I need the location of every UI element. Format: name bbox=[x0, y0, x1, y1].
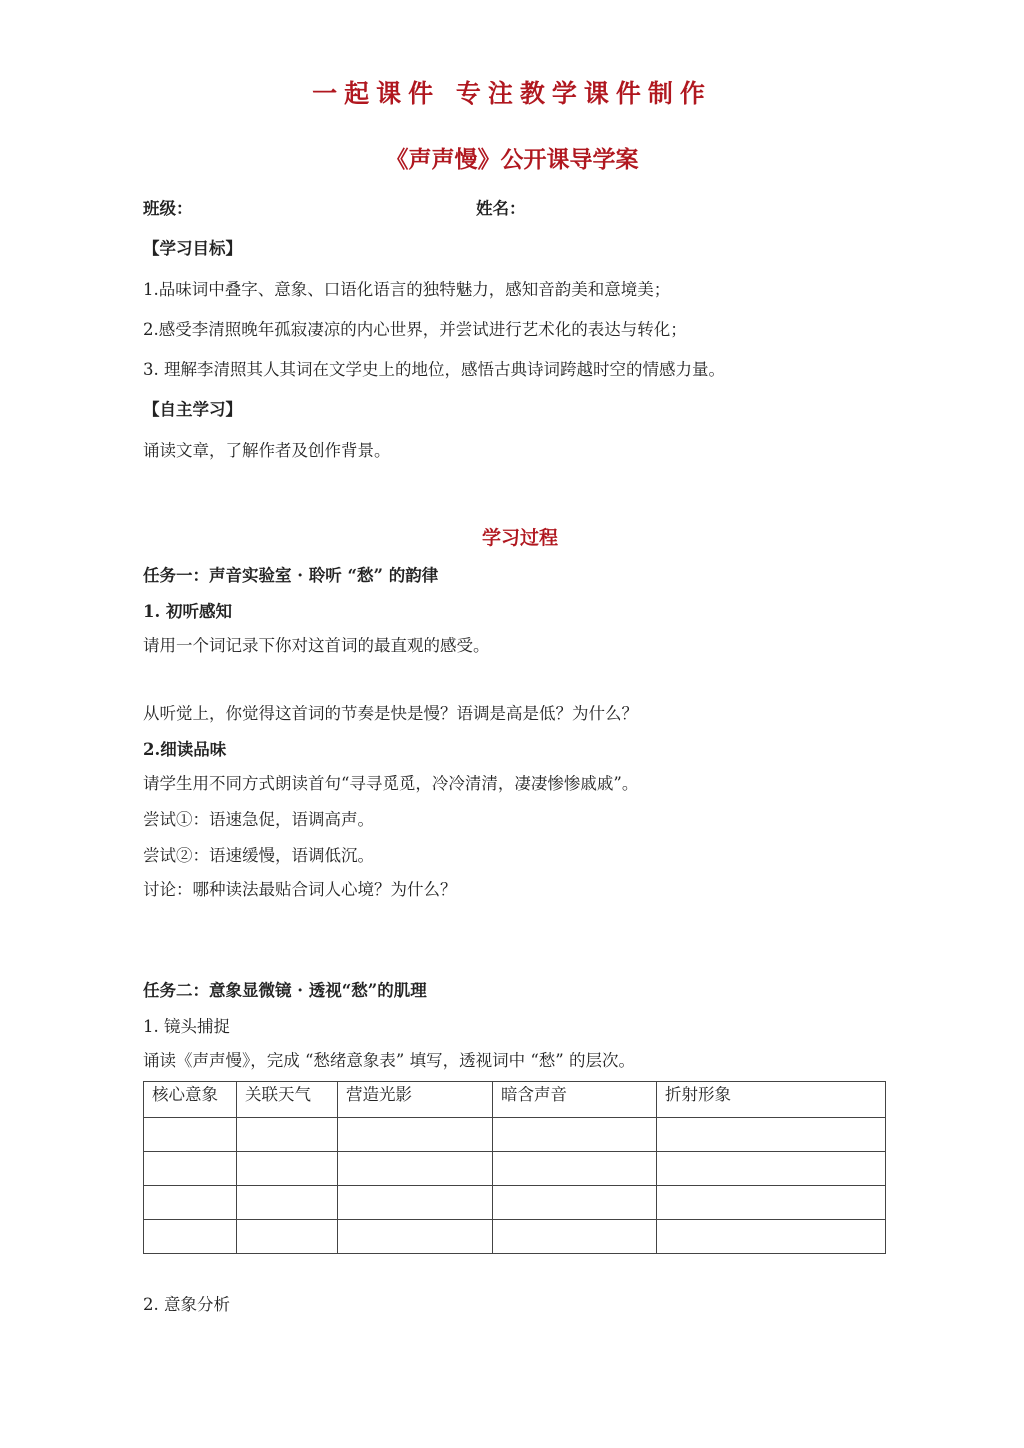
table-row bbox=[144, 1152, 886, 1186]
table-cell[interactable] bbox=[657, 1220, 886, 1254]
table-cell[interactable] bbox=[237, 1220, 338, 1254]
task1-subheading: 1. 初听感知 bbox=[143, 602, 232, 621]
goals-heading: 【学习目标】 bbox=[143, 239, 242, 258]
name-label: 姓名： bbox=[476, 199, 526, 218]
self-study-text: 诵读文章，了解作者及创作背景。 bbox=[143, 441, 391, 460]
task1-text: 讨论：哪种读法最贴合词人心境？为什么？ bbox=[143, 880, 457, 899]
task1-text: 请学生用不同方式朗读首句“寻寻觅觅，冷冷清清，凄凄惨惨戚戚”。 bbox=[143, 774, 639, 793]
table-cell[interactable] bbox=[657, 1118, 886, 1152]
task1-text: 请用一个词记录下你对这首词的最直观的感受。 bbox=[143, 636, 490, 655]
table-cell[interactable] bbox=[338, 1220, 493, 1254]
document-title: 《声声慢》公开课导学案 bbox=[385, 146, 639, 173]
table-cell[interactable] bbox=[237, 1186, 338, 1220]
table-row bbox=[144, 1220, 886, 1254]
table-cell[interactable] bbox=[144, 1118, 237, 1152]
table-cell[interactable] bbox=[338, 1186, 493, 1220]
table-header-cell: 暗含声音 bbox=[493, 1082, 657, 1118]
table-cell[interactable] bbox=[493, 1152, 657, 1186]
table-cell[interactable] bbox=[493, 1118, 657, 1152]
table-cell[interactable] bbox=[237, 1152, 338, 1186]
table-cell[interactable] bbox=[493, 1186, 657, 1220]
process-heading: 学习过程 bbox=[481, 527, 558, 549]
task1-text: 尝试②：语速缓慢，语调低沉。 bbox=[143, 846, 374, 865]
task2-subheading: 2. 意象分析 bbox=[143, 1295, 230, 1314]
task2-subheading: 1. 镜头捕捉 bbox=[143, 1017, 230, 1036]
task1-text: 从听觉上，你觉得这首词的节奏是快是慢？语调是高是低？为什么？ bbox=[143, 704, 638, 723]
table-cell[interactable] bbox=[338, 1118, 493, 1152]
table-header-cell: 核心意象 bbox=[144, 1082, 237, 1118]
goal-item: 1.品味词中叠字、意象、口语化语言的独特魅力，感知音韵美和意境美； bbox=[143, 280, 671, 299]
table-cell[interactable] bbox=[657, 1186, 886, 1220]
self-study-heading: 【自主学习】 bbox=[143, 400, 242, 419]
task2-title: 任务二：意象显微镜 · 透视“愁”的肌理 bbox=[143, 981, 427, 1000]
table-cell[interactable] bbox=[144, 1152, 237, 1186]
task1-subheading: 2.细读品味 bbox=[143, 740, 227, 759]
table-header-cell: 营造光影 bbox=[338, 1082, 493, 1118]
task1-text: 尝试①：语速急促，语调高声。 bbox=[143, 810, 374, 829]
table-cell[interactable] bbox=[144, 1186, 237, 1220]
goal-item: 3. 理解李清照其人其词在文学史上的地位，感悟古典诗词跨越时空的情感力量。 bbox=[143, 360, 725, 379]
table-cell[interactable] bbox=[657, 1152, 886, 1186]
imagery-table bbox=[143, 1081, 886, 1254]
site-header: 一起课件 专注教学课件制作 bbox=[312, 79, 712, 108]
task1-title: 任务一：声音实验室 · 聆听 “愁” 的韵律 bbox=[143, 566, 439, 585]
table-header-row bbox=[144, 1082, 886, 1118]
table-cell[interactable] bbox=[144, 1220, 237, 1254]
table-header-cell: 关联天气 bbox=[237, 1082, 338, 1118]
class-label: 班级： bbox=[143, 199, 193, 218]
table-cell[interactable] bbox=[338, 1152, 493, 1186]
table-cell[interactable] bbox=[493, 1220, 657, 1254]
task2-text: 诵读《声声慢》，完成 “愁绪意象表” 填写，透视词中 “愁” 的层次。 bbox=[143, 1051, 635, 1070]
goal-item: 2.感受李清照晚年孤寂凄凉的内心世界，并尝试进行艺术化的表达与转化； bbox=[143, 320, 687, 339]
table-row bbox=[144, 1118, 886, 1152]
table-row bbox=[144, 1186, 886, 1220]
table-header-cell: 折射形象 bbox=[657, 1082, 886, 1118]
table-cell[interactable] bbox=[237, 1118, 338, 1152]
